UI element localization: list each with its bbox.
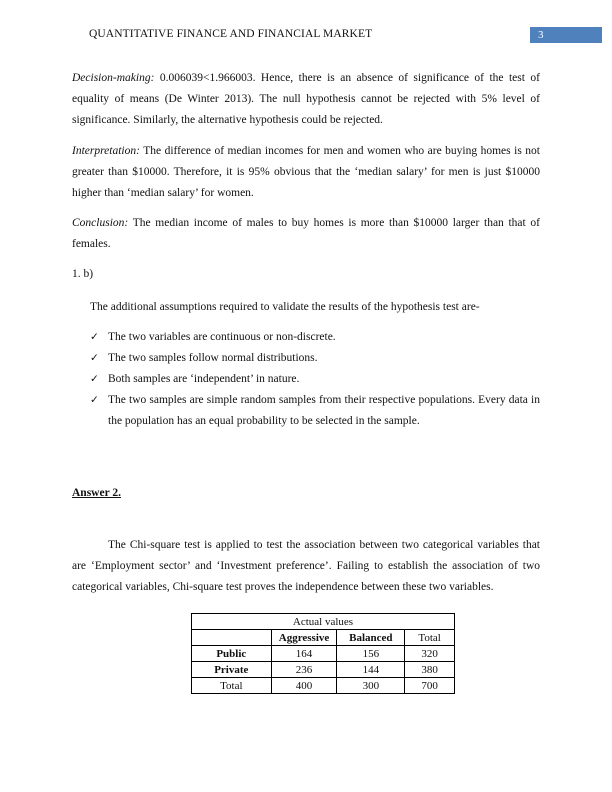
table-header-cell: Total	[405, 630, 455, 646]
table-row	[192, 646, 455, 662]
chi-square-paragraph: The Chi-square test is applied to test the association between two categorical variables that are ‘Employment sector’ and ‘Investment preference’. Failing to establish the association of two categorical variables, Chi-square test proves the independence between these two variables.	[72, 539, 540, 593]
checkmark-icon: ✓	[90, 373, 99, 385]
assumptions-intro: The additional assumptions required to validate the results of the hypothesis test are-	[90, 301, 480, 313]
interpretation-paragraph	[72, 141, 540, 204]
row-label: Total	[192, 678, 272, 694]
table-row	[192, 678, 455, 694]
table-header-cell	[192, 630, 272, 646]
page-number: 3	[530, 27, 602, 43]
table-cell: 164	[271, 646, 337, 662]
decision-label: Decision-making:	[72, 72, 155, 84]
table-cell: 700	[405, 678, 455, 694]
table-caption: Actual values	[192, 614, 455, 630]
answer-heading: Answer 2.	[72, 487, 121, 499]
interpretation-label: Interpretation:	[72, 145, 140, 157]
list-item: ✓ The two samples follow normal distributions.	[90, 348, 540, 369]
list-item: ✓ Both samples are ‘independent’ in nature.	[90, 369, 540, 390]
row-label: Public	[192, 646, 272, 662]
assumptions-list	[90, 327, 540, 432]
table-row	[192, 662, 455, 678]
table-cell: 156	[337, 646, 405, 662]
list-item: ✓ The two samples are simple random samples from their respective populations. Every data in the population has an equal probability to be selected in the sample.	[90, 390, 540, 432]
table-header-row	[192, 630, 455, 646]
decision-paragraph	[72, 68, 540, 131]
section-label: 1. b)	[72, 268, 94, 280]
running-header: QUANTITATIVE FINANCE AND FINANCIAL MARKET	[89, 28, 373, 40]
checkmark-icon: ✓	[90, 352, 99, 364]
checkmark-icon: ✓	[90, 331, 99, 343]
decision-text: 0.006039<1.966003. Hence, there is an absence of significance of the test of equality of means (De Winter 2013). The null hypothesis cannot be rejected with 5% level of significance. Similarly, the alternative hypothesis could be rejected.	[72, 72, 540, 126]
conclusion-label: Conclusion:	[72, 217, 129, 229]
table-cell: 380	[405, 662, 455, 678]
table-cell: 236	[271, 662, 337, 678]
checkmark-icon: ✓	[90, 394, 99, 406]
conclusion-paragraph	[72, 213, 540, 255]
table-cell: 400	[271, 678, 337, 694]
row-label: Private	[192, 662, 272, 678]
list-item: ✓ The two variables are continuous or non-discrete.	[90, 327, 540, 348]
table-header-cell: Aggressive	[271, 630, 337, 646]
actual-values-table	[191, 613, 455, 694]
table-cell: 320	[405, 646, 455, 662]
table-cell: 300	[337, 678, 405, 694]
interpretation-text: The difference of median incomes for men and women who are buying homes is not greater than $10000. Therefore, it is 95% obvious that the ‘median salary’ for men is just $10000 higher than ‘median salary’ for women.	[72, 145, 540, 199]
conclusion-text: The median income of males to buy homes is more than $10000 larger than that of females.	[72, 217, 540, 250]
table-cell: 144	[337, 662, 405, 678]
table-header-cell: Balanced	[337, 630, 405, 646]
